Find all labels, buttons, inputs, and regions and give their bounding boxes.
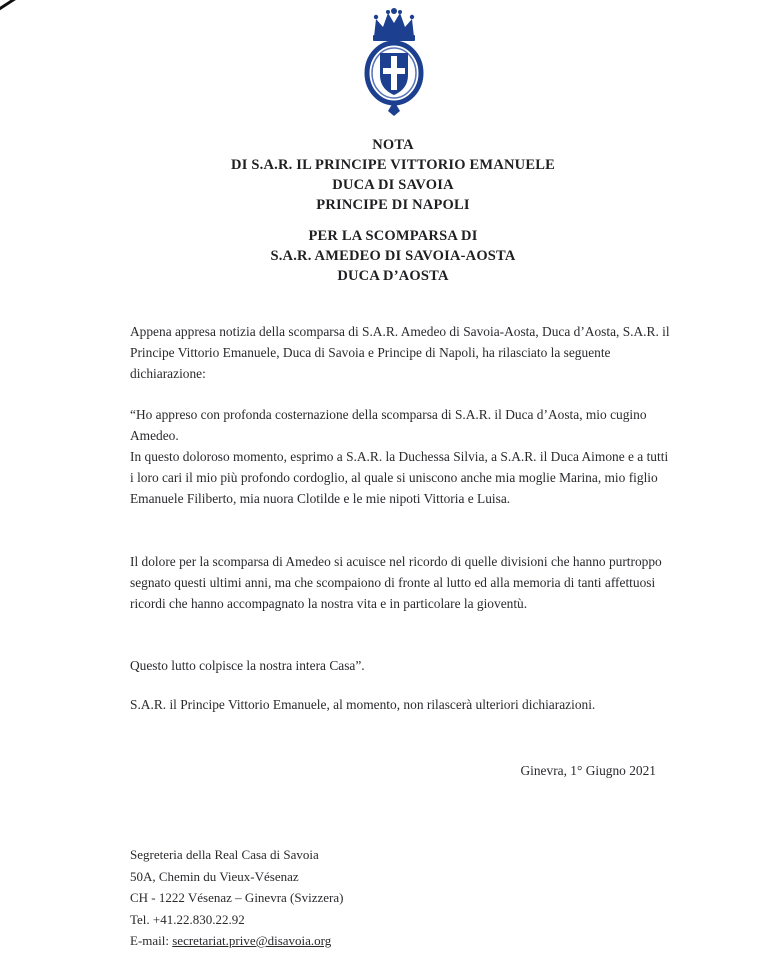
footer-org: Segreteria della Real Casa di Savoia — [130, 847, 319, 862]
footer-city: CH - 1222 Vésenaz – Ginevra (Svizzera) — [130, 890, 344, 905]
subject-name: S.A.R. AMEDEO DI SAVOIA-AOSTA — [270, 248, 516, 264]
author-title-duke: DUCA DI SAVOIA — [332, 177, 454, 193]
quote-line-2: In questo doloroso momento, esprimo a S.A.R. la Duchessa Silvia, a S.A.R. il Duca Aimone e a tutti i loro cari il mio più profondo cordoglio, al quale si uniscono anche mia moglie Marina, mio figlio Emanuele Filiberto, mia nuora Clotilde e le mie nipoti Vittoria e Luisa. — [130, 449, 669, 506]
savoy-crest-icon — [356, 5, 432, 117]
intro-paragraph: Appena appresa notizia della scomparsa di S.A.R. Amedeo di Savoia-Aosta, Duca d’Aosta, S.A.R. il Principe Vittorio Emanuele, Duca di Savoia e Principe di Napoli, ha rilasciato la seguente dichiarazione: — [130, 324, 670, 381]
grief-paragraph: Il dolore per la scomparsa di Amedeo si acuisce nel ricordo di quelle divisioni che hanno purtroppo segnato questi ultimi anni, ma che scompaiono di fronte al lutto ed alla memoria di tanti affettuosi ricordi che hanno accompagnato la nostra vita e in particolare la gioventù. — [130, 554, 662, 611]
subject-block — [0, 226, 768, 286]
footer-email-label: E-mail: — [130, 933, 173, 948]
house-paragraph: Questo lutto colpisce la nostra intera Casa”. — [130, 658, 365, 673]
place-date: Ginevra, 1° Giugno 2021 — [520, 763, 656, 778]
quote-line-1: “Ho appreso con profonda costernazione della scomparsa di S.A.R. il Duca d’Aosta, mio cugino Amedeo. — [130, 407, 647, 443]
quote-paragraph — [130, 404, 670, 509]
author-title-prince: PRINCIPE DI NAPOLI — [316, 197, 470, 213]
subject-intro: PER LA SCOMPARSA DI — [308, 228, 478, 244]
contact-footer — [130, 844, 343, 952]
footer-email-row — [130, 930, 343, 952]
author-name: DI S.A.R. IL PRINCIPE VITTORIO EMANUELE — [231, 157, 555, 173]
note-title: NOTA — [372, 137, 414, 153]
footer-street: 50A, Chemin du Vieux-Vésenaz — [130, 868, 299, 884]
mourning-band-icon — [0, 0, 60, 23]
note-title-block — [0, 135, 768, 215]
email-link[interactable]: secretariat.prive@disavoia.org — [172, 933, 332, 948]
footer-phone: Tel. +41.22.830.22.92 — [130, 911, 245, 927]
subject-title: DUCA D’AOSTA — [337, 268, 449, 284]
final-paragraph: S.A.R. il Principe Vittorio Emanuele, al momento, non rilascerà ulteriori dichiarazioni. — [130, 697, 596, 712]
